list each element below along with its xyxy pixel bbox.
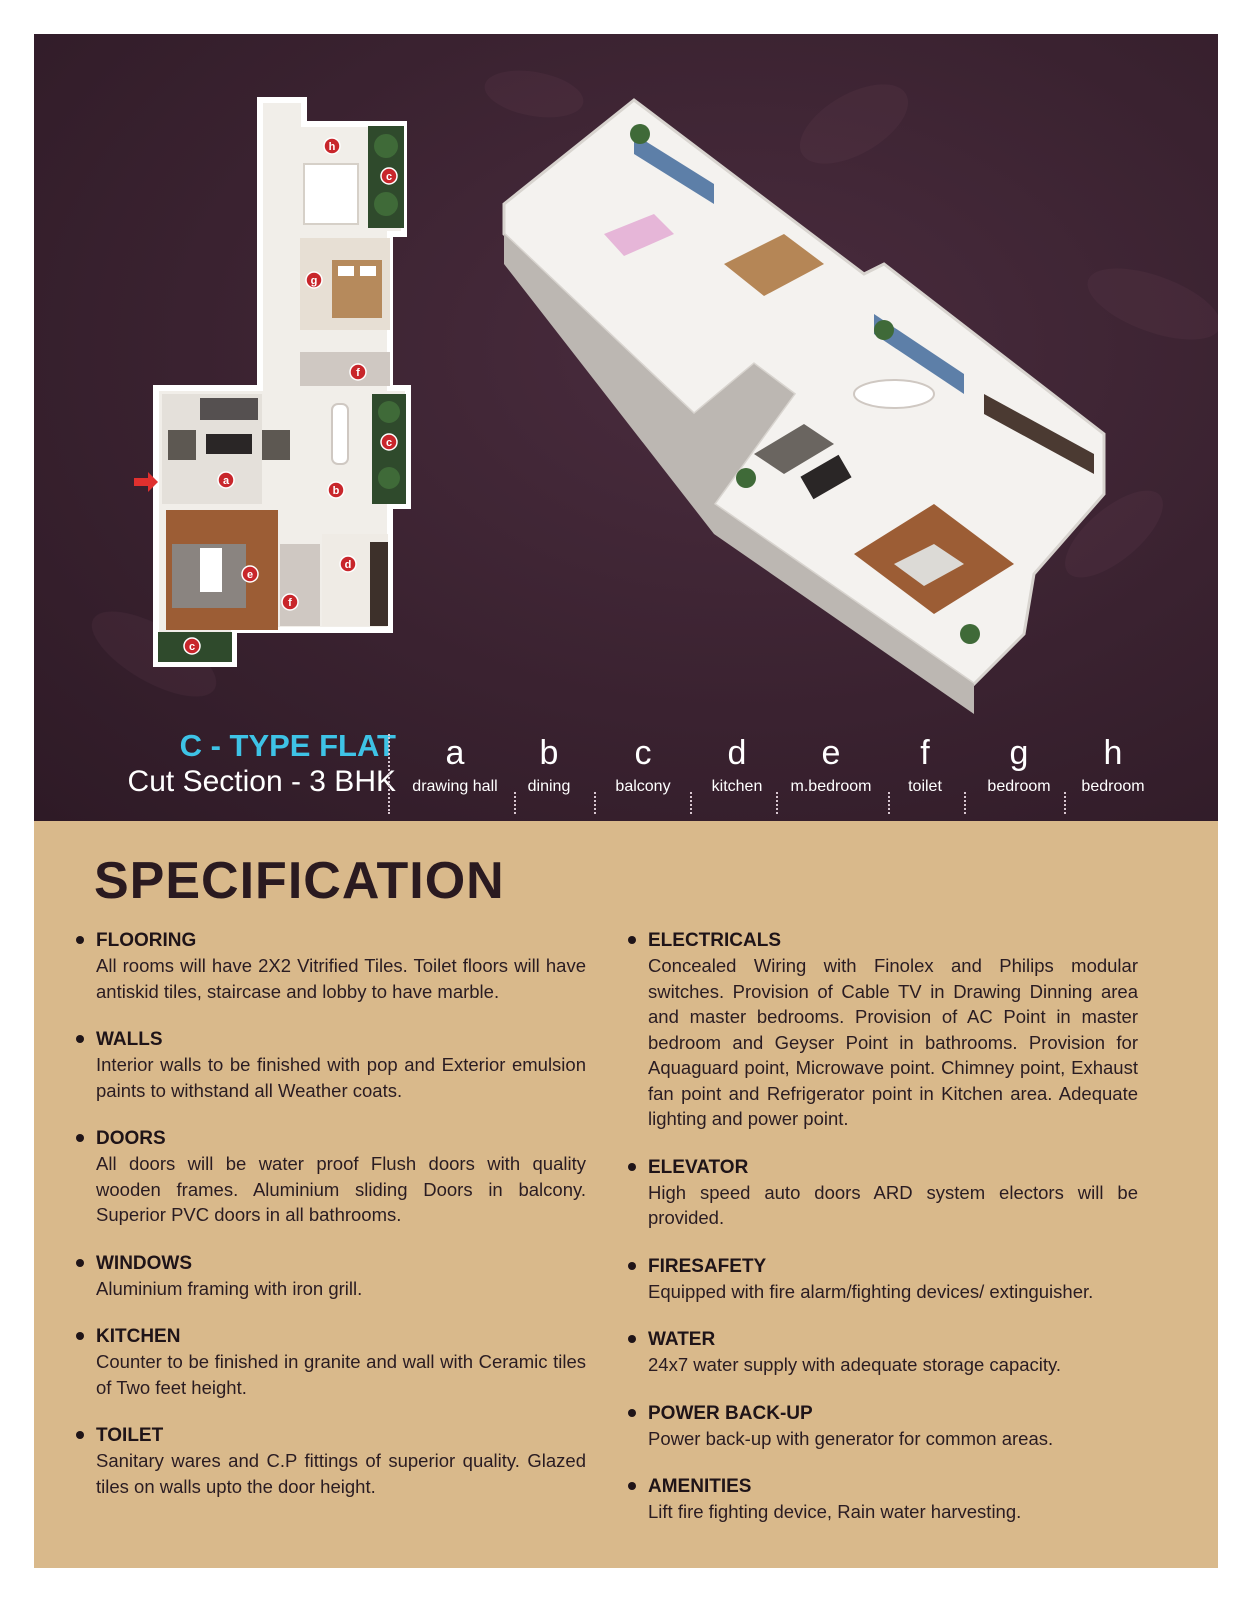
svg-text:b: b bbox=[332, 485, 340, 497]
legend-divider bbox=[388, 734, 390, 814]
bullet-icon bbox=[76, 1332, 84, 1340]
bullet-icon bbox=[76, 1035, 84, 1043]
spec-text: Lift fire fighting device, Rain water harvesting. bbox=[648, 1501, 1022, 1522]
spec-item-doors bbox=[76, 1127, 586, 1228]
brochure-sheet bbox=[34, 34, 1218, 1568]
spec-title: ELEVATOR bbox=[648, 1156, 749, 1178]
svg-text:g: g bbox=[310, 275, 318, 287]
spec-item-firesafety bbox=[628, 1255, 1138, 1305]
spec-item-electricals bbox=[628, 929, 1138, 1132]
specification-panel bbox=[34, 821, 1218, 1568]
svg-text:d: d bbox=[344, 559, 352, 571]
bullet-icon bbox=[628, 1409, 636, 1417]
room-name: m.bedroom bbox=[790, 778, 872, 795]
room-letter: f bbox=[920, 734, 930, 772]
spec-title: ELECTRICALS bbox=[648, 930, 781, 951]
bullet-icon bbox=[628, 1262, 636, 1270]
legend-room-e bbox=[784, 734, 878, 798]
bullet-icon bbox=[76, 936, 84, 944]
svg-text:h: h bbox=[328, 141, 336, 153]
legend-room-d bbox=[690, 734, 784, 798]
plan-2d bbox=[134, 100, 408, 664]
spec-item-amenities bbox=[628, 1475, 1138, 1525]
spec-title: FLOORING bbox=[96, 930, 197, 951]
spec-text: Sanitary wares and C.P fittings of superior quality. Glazed tiles on walls upto the door height. bbox=[96, 1450, 586, 1497]
room-name: balcony bbox=[615, 778, 671, 795]
svg-text:c: c bbox=[385, 437, 393, 449]
room-name: dining bbox=[527, 778, 571, 795]
spec-text: Interior walls to be finished with pop and Exterior emulsion paints to withstand all Weather coats. bbox=[96, 1054, 586, 1101]
legend-room-b bbox=[502, 734, 596, 798]
spec-item-water bbox=[628, 1328, 1138, 1378]
bullet-icon bbox=[76, 1134, 84, 1142]
room-letter: g bbox=[1009, 734, 1029, 772]
room-name: bedroom bbox=[987, 778, 1051, 795]
floor-plan-panel bbox=[34, 34, 1218, 821]
room-name: kitchen bbox=[711, 778, 763, 795]
spec-item-kitchen bbox=[76, 1325, 586, 1400]
bullet-icon bbox=[628, 936, 636, 944]
spec-title: POWER BACK-UP bbox=[648, 1402, 813, 1424]
spec-column-left bbox=[76, 929, 586, 1519]
spec-text: All doors will be water proof Flush doors with quality wooden frames. Aluminium sliding Doors in balcony. Superior PVC doors in all bathrooms. bbox=[96, 1153, 586, 1225]
spec-title: KITCHEN bbox=[96, 1326, 181, 1347]
room-name: bedroom bbox=[1081, 778, 1145, 795]
room-letter: e bbox=[821, 734, 841, 772]
svg-text:f: f bbox=[356, 367, 360, 379]
room-letter: a bbox=[445, 734, 465, 772]
spec-title: DOORS bbox=[96, 1128, 166, 1149]
room-name: toilet bbox=[908, 778, 942, 795]
legend-room-g bbox=[972, 734, 1066, 798]
spec-text: Concealed Wiring with Finolex and Philips modular switches. Provision of Cable TV in Drawing Dinning area and master bedrooms. Provision of AC Point in master bedroom and Geyser Point in bathrooms. Provision for Aquaguard point, Microwave point. Chimney point, Exhaust fan point and Refrigerator point in Kitchen area. Adequate lighting and power point. bbox=[648, 955, 1138, 1129]
specification-heading: SPECIFICATION bbox=[94, 852, 505, 910]
spec-title: AMENITIES bbox=[648, 1476, 752, 1497]
flat-type-title: C - TYPE FLAT bbox=[179, 728, 396, 763]
svg-text:c: c bbox=[385, 171, 393, 183]
spec-text: 24x7 water supply with adequate storage capacity. bbox=[648, 1354, 1062, 1375]
spec-text: Power back-up with generator for common areas. bbox=[648, 1427, 1054, 1449]
bullet-icon bbox=[628, 1335, 636, 1343]
svg-text:f: f bbox=[288, 597, 292, 609]
room-letter: d bbox=[727, 734, 747, 772]
plan-3d bbox=[504, 100, 1104, 714]
spec-title: WATER bbox=[648, 1329, 716, 1350]
spec-text: All rooms will have 2X2 Vitrified Tiles. Toilet floors will have antiskid tiles, staircase and lobby to have marble. bbox=[96, 955, 586, 1002]
spec-text: High speed auto doors ARD system electors will be provided. bbox=[648, 1181, 1138, 1228]
spec-item-walls bbox=[76, 1028, 586, 1103]
legend-room-f bbox=[878, 734, 972, 798]
spec-item-elevator bbox=[628, 1156, 1138, 1231]
room-letter: c bbox=[634, 734, 652, 772]
spec-text: Aluminium framing with iron grill. bbox=[96, 1277, 363, 1299]
spec-column-right bbox=[628, 929, 1138, 1545]
bullet-icon bbox=[628, 1482, 636, 1490]
legend-room-a bbox=[408, 734, 502, 798]
spec-title: WINDOWS bbox=[96, 1252, 193, 1274]
bullet-icon bbox=[628, 1163, 636, 1171]
room-divider bbox=[964, 792, 966, 814]
legend-room-h bbox=[1066, 734, 1160, 798]
bullet-icon bbox=[76, 1259, 84, 1267]
spec-text: Equipped with fire alarm/fighting devices/ extinguisher. bbox=[648, 1280, 1094, 1302]
spec-item-flooring bbox=[76, 929, 586, 1004]
spec-title: WALLS bbox=[96, 1029, 163, 1050]
svg-text:c: c bbox=[188, 641, 196, 653]
room-divider bbox=[776, 792, 778, 814]
legend-room-c bbox=[596, 734, 690, 798]
room-letter: h bbox=[1103, 734, 1123, 772]
spec-item-toilet bbox=[76, 1424, 586, 1499]
flat-cut-section: Cut Section - 3 BHK bbox=[127, 765, 396, 798]
flat-title-block bbox=[90, 728, 396, 800]
room-name: drawing hall bbox=[412, 778, 498, 795]
spec-title: FIRESAFETY bbox=[648, 1255, 767, 1277]
svg-text:a: a bbox=[222, 475, 230, 487]
floor-plan-illustration bbox=[34, 34, 1218, 724]
spec-item-windows bbox=[76, 1252, 586, 1302]
bullet-icon bbox=[76, 1431, 84, 1439]
spec-title: TOILET bbox=[96, 1425, 164, 1446]
spec-item-power-backup bbox=[628, 1402, 1138, 1452]
svg-text:e: e bbox=[246, 569, 254, 581]
room-letter: b bbox=[539, 734, 559, 772]
spec-text: Counter to be finished in granite and wall with Ceramic tiles of Two feet height. bbox=[96, 1351, 586, 1398]
